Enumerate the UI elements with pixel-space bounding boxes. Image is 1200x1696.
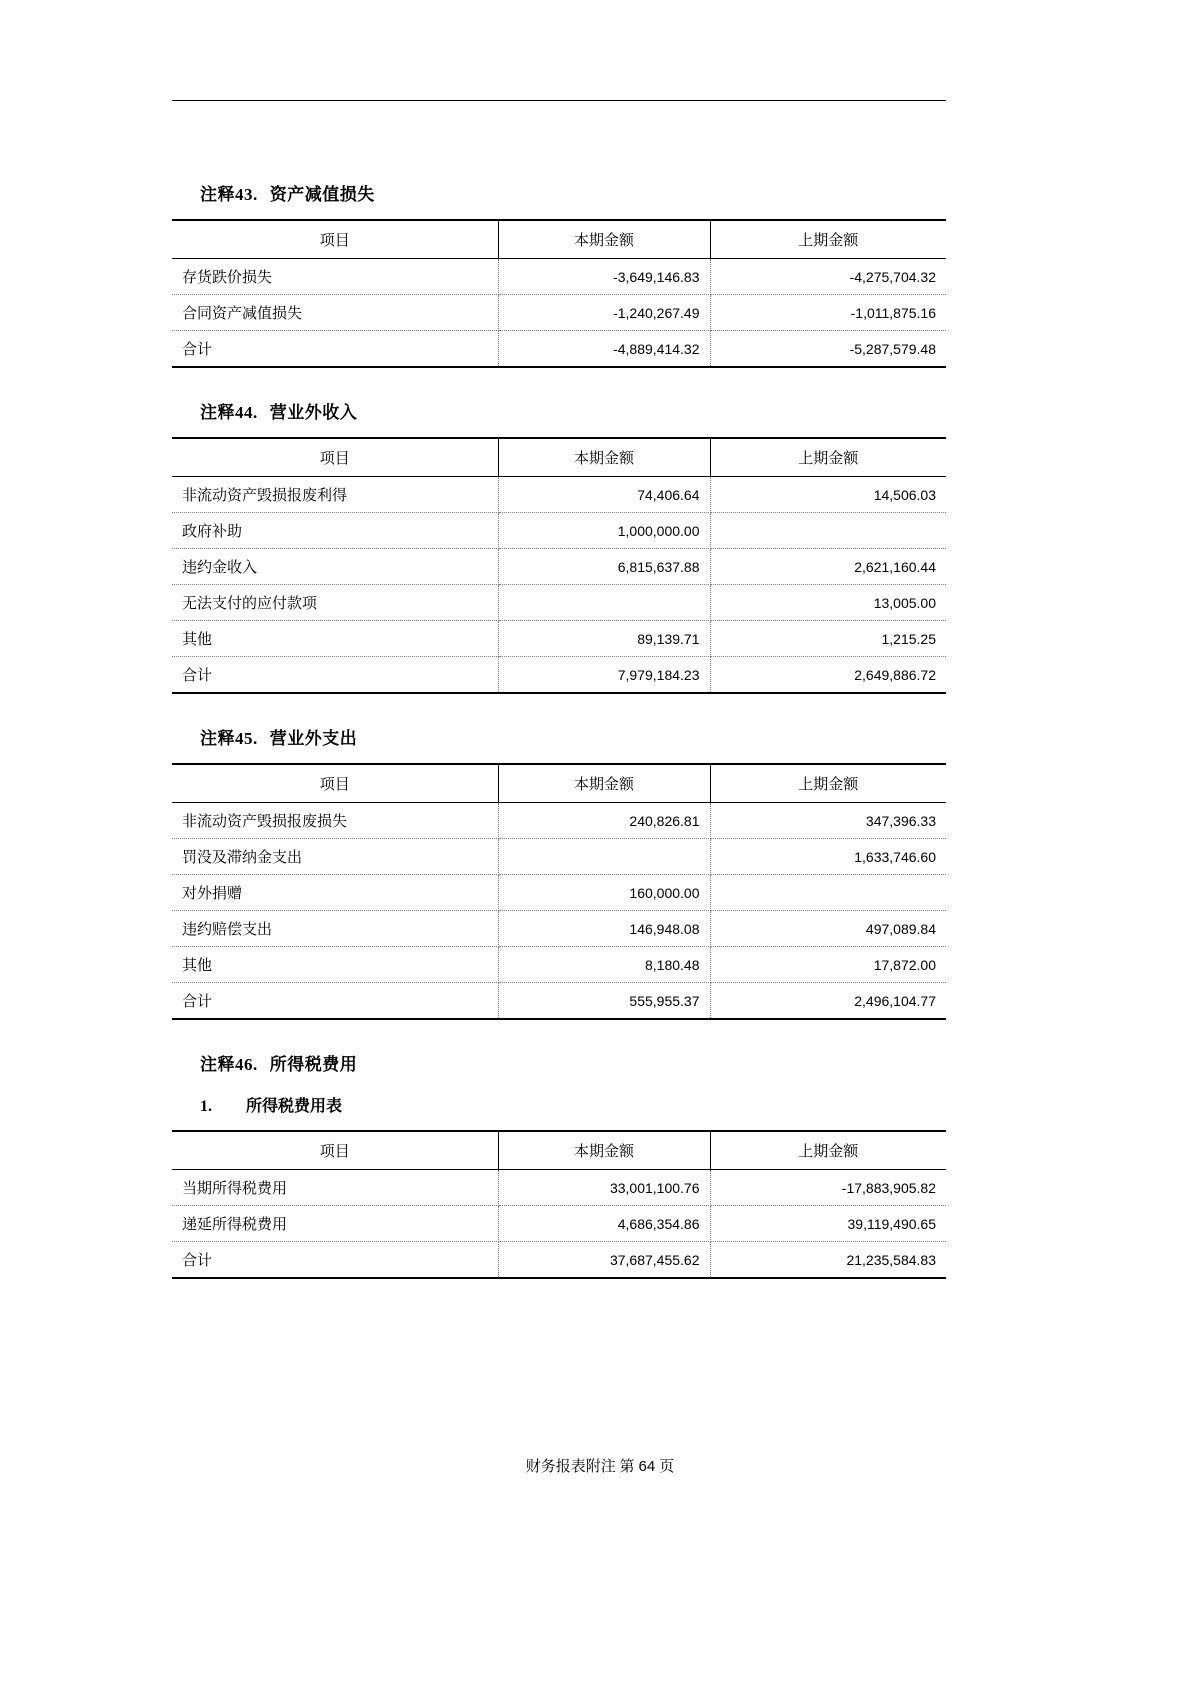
cell-current: 33,001,100.76 — [498, 1170, 710, 1206]
table-row — [172, 549, 946, 585]
table-header-row — [172, 220, 946, 259]
table-row — [172, 585, 946, 621]
footer-prefix: 财务报表附注 第 — [525, 1459, 635, 1475]
table-body — [172, 1170, 946, 1279]
table-row — [172, 621, 946, 657]
footer-page-number: 64 — [638, 1458, 656, 1475]
cell-previous: 1,215.25 — [710, 621, 946, 657]
cell-item: 合计 — [172, 331, 498, 368]
column-header-item: 项目 — [172, 438, 498, 477]
cell-current: 74,406.64 — [498, 477, 710, 513]
section-heading-46 — [172, 1050, 946, 1075]
table-row — [172, 911, 946, 947]
cell-previous: 21,235,584.83 — [710, 1242, 946, 1279]
section-number: 注释45. — [200, 729, 258, 748]
table-head — [172, 438, 946, 477]
table-row-total — [172, 331, 946, 368]
column-header-current: 本期金额 — [498, 438, 710, 477]
cell-current: 8,180.48 — [498, 947, 710, 983]
cell-item: 非流动资产毁损报废利得 — [172, 477, 498, 513]
section-number: 注释43. — [200, 185, 258, 204]
table-row — [172, 513, 946, 549]
cell-current: 1,000,000.00 — [498, 513, 710, 549]
subsection-heading-income-tax-table — [172, 1093, 946, 1116]
cell-current: 4,686,354.86 — [498, 1206, 710, 1242]
cell-item: 合计 — [172, 1242, 498, 1279]
cell-item: 罚没及滞纳金支出 — [172, 839, 498, 875]
column-header-current: 本期金额 — [498, 1131, 710, 1170]
page-footer — [0, 1455, 1200, 1476]
cell-current: 89,139.71 — [498, 621, 710, 657]
cell-item: 无法支付的应付款项 — [172, 585, 498, 621]
cell-current — [498, 839, 710, 875]
section-heading-45 — [172, 724, 946, 749]
section-heading-43 — [172, 180, 946, 205]
page-content — [172, 180, 946, 1309]
section-number: 注释44. — [200, 403, 258, 422]
cell-current: 146,948.08 — [498, 911, 710, 947]
cell-current: 160,000.00 — [498, 875, 710, 911]
column-header-previous: 上期金额 — [710, 1131, 946, 1170]
cell-previous: 2,621,160.44 — [710, 549, 946, 585]
cell-item: 合计 — [172, 983, 498, 1020]
section-title: 营业外支出 — [269, 729, 358, 748]
table-row — [172, 947, 946, 983]
section-heading-44 — [172, 398, 946, 423]
table-body — [172, 259, 946, 368]
cell-current: 240,826.81 — [498, 803, 710, 839]
section-title: 营业外收入 — [269, 403, 358, 422]
cell-previous: 39,119,490.65 — [710, 1206, 946, 1242]
cell-item: 非流动资产毁损报废损失 — [172, 803, 498, 839]
cell-previous — [710, 513, 946, 549]
cell-previous: 14,506.03 — [710, 477, 946, 513]
cell-item: 其他 — [172, 621, 498, 657]
table-head — [172, 220, 946, 259]
cell-current: 6,815,637.88 — [498, 549, 710, 585]
cell-previous: 497,089.84 — [710, 911, 946, 947]
cell-item: 违约赔偿支出 — [172, 911, 498, 947]
header-rule — [172, 100, 946, 101]
cell-item: 合计 — [172, 657, 498, 694]
column-header-previous: 上期金额 — [710, 764, 946, 803]
cell-previous: -1,011,875.16 — [710, 295, 946, 331]
cell-previous: -17,883,905.82 — [710, 1170, 946, 1206]
cell-previous: 17,872.00 — [710, 947, 946, 983]
cell-current: -4,889,414.32 — [498, 331, 710, 368]
footer-suffix: 页 — [659, 1459, 675, 1475]
table-row — [172, 803, 946, 839]
cell-item: 对外捐赠 — [172, 875, 498, 911]
cell-item: 递延所得税费用 — [172, 1206, 498, 1242]
cell-previous: 2,496,104.77 — [710, 983, 946, 1020]
column-header-item: 项目 — [172, 220, 498, 259]
table-row-total — [172, 1242, 946, 1279]
column-header-previous: 上期金额 — [710, 438, 946, 477]
column-header-item: 项目 — [172, 764, 498, 803]
table-row — [172, 1206, 946, 1242]
table-header-row — [172, 438, 946, 477]
cell-previous: -5,287,579.48 — [710, 331, 946, 368]
table-body — [172, 477, 946, 694]
section-number: 注释46. — [200, 1055, 258, 1074]
table-head — [172, 1131, 946, 1170]
cell-item: 违约金收入 — [172, 549, 498, 585]
table-row-total — [172, 657, 946, 694]
subsection-title: 所得税费用表 — [246, 1098, 343, 1115]
cell-previous: 13,005.00 — [710, 585, 946, 621]
cell-current: 555,955.37 — [498, 983, 710, 1020]
section-title: 资产减值损失 — [269, 185, 375, 204]
table-non-operating-expense — [172, 763, 946, 1020]
cell-previous: -4,275,704.32 — [710, 259, 946, 295]
cell-previous — [710, 875, 946, 911]
table-row — [172, 875, 946, 911]
cell-item: 合同资产减值损失 — [172, 295, 498, 331]
table-row — [172, 259, 946, 295]
cell-current: -3,649,146.83 — [498, 259, 710, 295]
table-header-row — [172, 764, 946, 803]
table-row — [172, 839, 946, 875]
cell-item: 政府补助 — [172, 513, 498, 549]
cell-item: 当期所得税费用 — [172, 1170, 498, 1206]
cell-current: 7,979,184.23 — [498, 657, 710, 694]
cell-previous: 347,396.33 — [710, 803, 946, 839]
table-row — [172, 477, 946, 513]
cell-current: -1,240,267.49 — [498, 295, 710, 331]
cell-item: 存货跌价损失 — [172, 259, 498, 295]
section-title: 所得税费用 — [269, 1055, 358, 1074]
column-header-item: 项目 — [172, 1131, 498, 1170]
table-row-total — [172, 983, 946, 1020]
table-header-row — [172, 1131, 946, 1170]
cell-current — [498, 585, 710, 621]
cell-current: 37,687,455.62 — [498, 1242, 710, 1279]
column-header-current: 本期金额 — [498, 764, 710, 803]
cell-previous: 1,633,746.60 — [710, 839, 946, 875]
cell-item: 其他 — [172, 947, 498, 983]
table-row — [172, 295, 946, 331]
column-header-current: 本期金额 — [498, 220, 710, 259]
table-income-tax-expense — [172, 1130, 946, 1279]
column-header-previous: 上期金额 — [710, 220, 946, 259]
table-body — [172, 803, 946, 1020]
table-asset-impairment-loss — [172, 219, 946, 368]
table-row — [172, 1170, 946, 1206]
table-non-operating-income — [172, 437, 946, 694]
table-head — [172, 764, 946, 803]
subsection-number: 1. — [200, 1098, 212, 1115]
cell-previous: 2,649,886.72 — [710, 657, 946, 694]
